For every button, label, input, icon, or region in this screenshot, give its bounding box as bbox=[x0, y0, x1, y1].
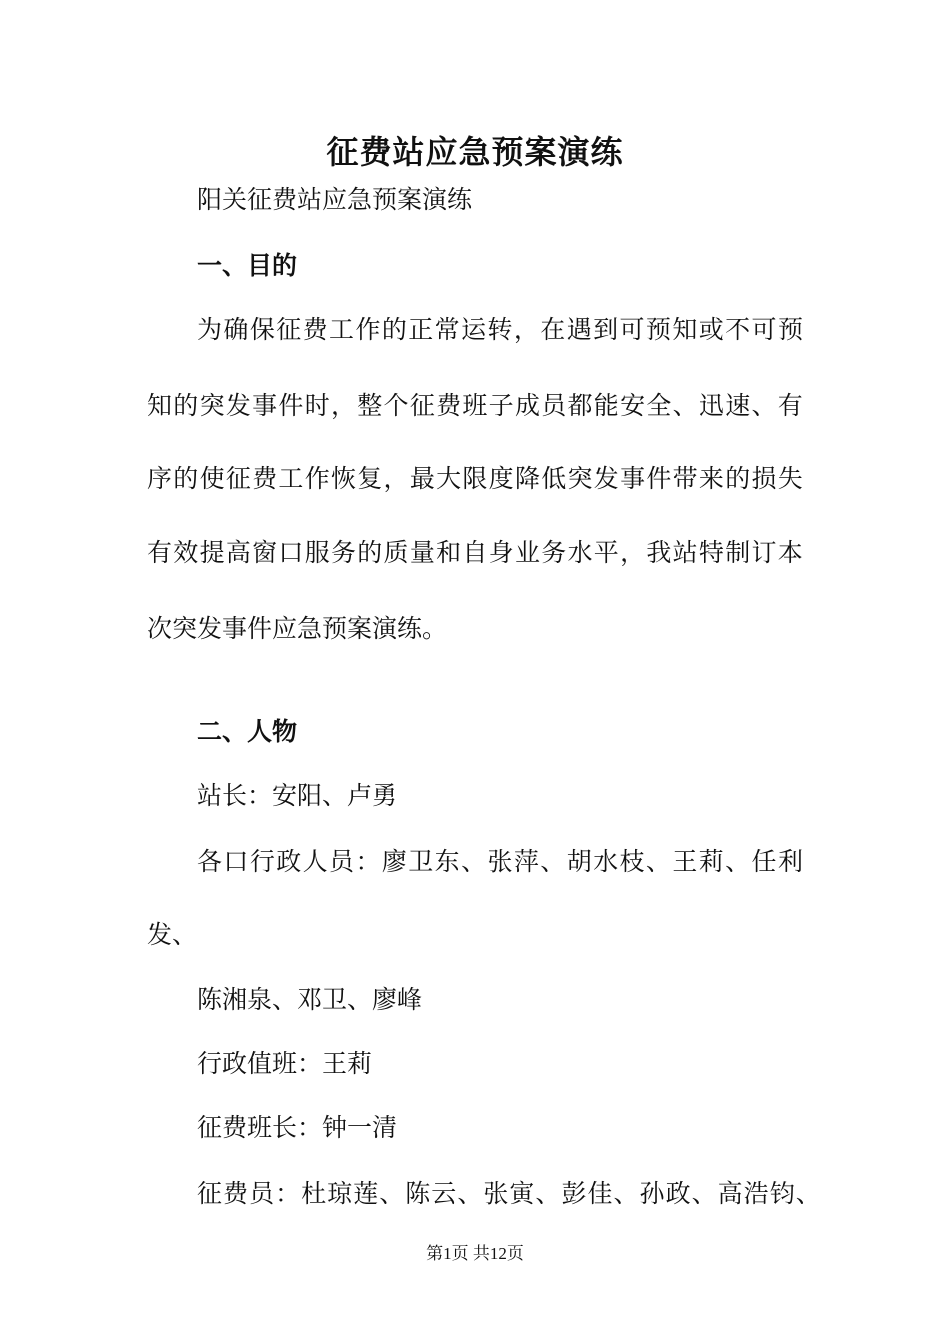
paragraph-line: 序 的 使 征 费 工 作 恢 复 ， 最 大 限 度 降 低 突 发 事 件 带 来 的 损 失 bbox=[147, 464, 803, 493]
document-title: 征费站应急预案演练 bbox=[326, 133, 624, 171]
paragraph-line: 知 的 突 发 事 件 时 ， 整 个 征 费 班 子 成 员 都 能 安 全 、 迅 速 、 有 bbox=[147, 391, 803, 420]
collectors-line: 征 费 员 ： 杜 琼 莲 、 陈 云 、 张 寅 、 彭 佳 、 孙 政 、 高 浩 钧 、 bbox=[197, 1179, 821, 1208]
paragraph-line: 为 确 保 征 费 工 作 的 正 常 运 转 ， 在 遇 到 可 预 知 或 不 可 预 bbox=[197, 315, 803, 344]
admin-staff-line: 陈湘泉、邓卫、廖峰 bbox=[197, 985, 423, 1014]
collection-leader-line: 征费班长：钟一清 bbox=[197, 1113, 398, 1142]
section-heading-purpose: 一、目的 bbox=[197, 251, 298, 280]
section-heading-personnel: 二、人物 bbox=[197, 717, 298, 746]
admin-duty-line: 行政值班：王莉 bbox=[197, 1049, 373, 1078]
station-master-line: 站长：安阳、卢勇 bbox=[197, 781, 398, 810]
paragraph-line: 次突发事件应急预案演练。 bbox=[147, 614, 448, 643]
paragraph-line: 有 效 提 高 窗 口 服 务 的 质 量 和 自 身 业 务 水 平 ， 我 站 特 制 订 本 bbox=[147, 538, 803, 567]
admin-staff-line: 发、 bbox=[147, 920, 198, 949]
page-footer: 第1页 共12页 bbox=[426, 1244, 524, 1263]
document-subtitle: 阳关征费站应急预案演练 bbox=[197, 185, 473, 214]
admin-staff-line: 各 口 行 政 人 员 ： 廖 卫 东 、 张 萍 、 胡 水 枝 、 王 莉 、 任 利 bbox=[197, 847, 803, 876]
